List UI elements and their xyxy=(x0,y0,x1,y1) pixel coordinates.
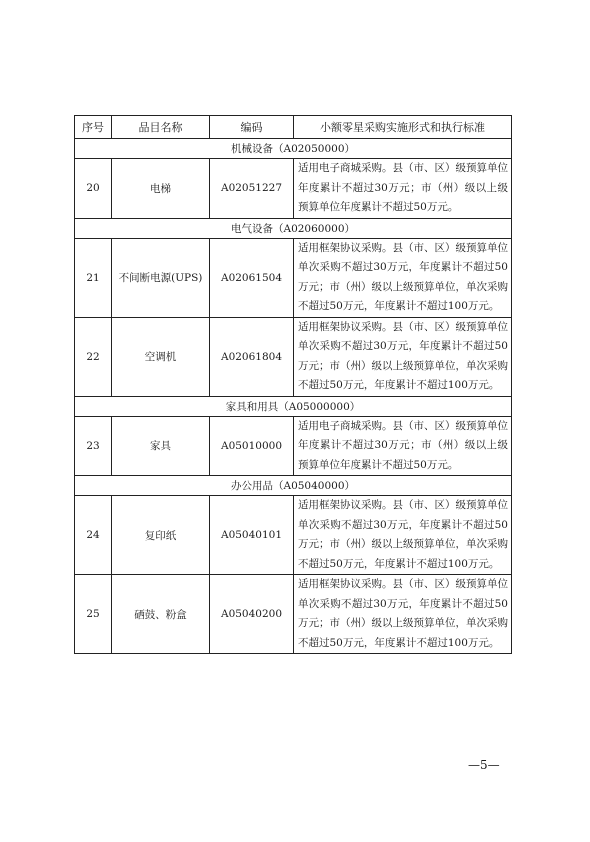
row-code: A05040101 xyxy=(210,496,294,575)
row-standard: 适用电子商城采购。县（市、区）级预算单位年度累计不超过30万元；市（州）级以上级预算单位年度累计不超过50万元。 xyxy=(294,159,512,219)
category-row xyxy=(75,218,512,238)
row-name: 电梯 xyxy=(112,159,210,219)
category-label: 家具和用具（A05000000） xyxy=(75,396,512,416)
table-row xyxy=(75,416,512,476)
table-row xyxy=(75,575,512,654)
table-row xyxy=(75,159,512,219)
row-code: A05010000 xyxy=(210,416,294,476)
row-name: 家具 xyxy=(112,416,210,476)
table-header-row xyxy=(75,116,512,139)
row-standard: 适用框架协议采购。县（市、区）级预算单位单次采购不超过30万元，年度累计不超过50万元；市（州）级以上级预算单位，单次采购不超过50万元，年度累计不超过100万元。 xyxy=(294,496,512,575)
table-row xyxy=(75,317,512,396)
header-name: 品目名称 xyxy=(112,116,210,139)
category-label: 机械设备（A02050000） xyxy=(75,139,512,159)
row-name: 硒鼓、粉盒 xyxy=(112,575,210,654)
row-standard: 适用电子商城采购。县（市、区）级预算单位年度累计不超过30万元；市（州）级以上级预算单位年度累计不超过50万元。 xyxy=(294,416,512,476)
header-standard: 小额零星采购实施形式和执行标准 xyxy=(294,116,512,139)
row-code: A05040200 xyxy=(210,575,294,654)
category-row xyxy=(75,476,512,496)
category-row xyxy=(75,139,512,159)
row-code: A02061804 xyxy=(210,317,294,396)
row-code: A02051227 xyxy=(210,159,294,219)
row-code: A02061504 xyxy=(210,238,294,317)
procurement-table xyxy=(74,115,512,654)
row-standard: 适用框架协议采购。县（市、区）级预算单位单次采购不超过30万元，年度累计不超过50万元；市（州）级以上级预算单位，单次采购不超过50万元，年度累计不超过100万元。 xyxy=(294,317,512,396)
header-no: 序号 xyxy=(75,116,112,139)
header-code: 编码 xyxy=(210,116,294,139)
table-row xyxy=(75,238,512,317)
row-no: 21 xyxy=(75,238,112,317)
page-number: —5— xyxy=(468,758,500,772)
row-no: 23 xyxy=(75,416,112,476)
row-name: 复印纸 xyxy=(112,496,210,575)
category-label: 电气设备（A02060000） xyxy=(75,218,512,238)
row-name: 空调机 xyxy=(112,317,210,396)
category-row xyxy=(75,396,512,416)
row-name: 不间断电源(UPS) xyxy=(112,238,210,317)
table-row xyxy=(75,496,512,575)
row-no: 25 xyxy=(75,575,112,654)
row-no: 22 xyxy=(75,317,112,396)
row-no: 24 xyxy=(75,496,112,575)
row-standard: 适用框架协议采购。县（市、区）级预算单位单次采购不超过30万元，年度累计不超过50万元；市（州）级以上级预算单位，单次采购不超过50万元，年度累计不超过100万元。 xyxy=(294,238,512,317)
category-label: 办公用品（A05040000） xyxy=(75,476,512,496)
row-standard: 适用框架协议采购。县（市、区）级预算单位单次采购不超过30万元，年度累计不超过50万元；市（州）级以上级预算单位，单次采购不超过50万元，年度累计不超过100万元。 xyxy=(294,575,512,654)
row-no: 20 xyxy=(75,159,112,219)
